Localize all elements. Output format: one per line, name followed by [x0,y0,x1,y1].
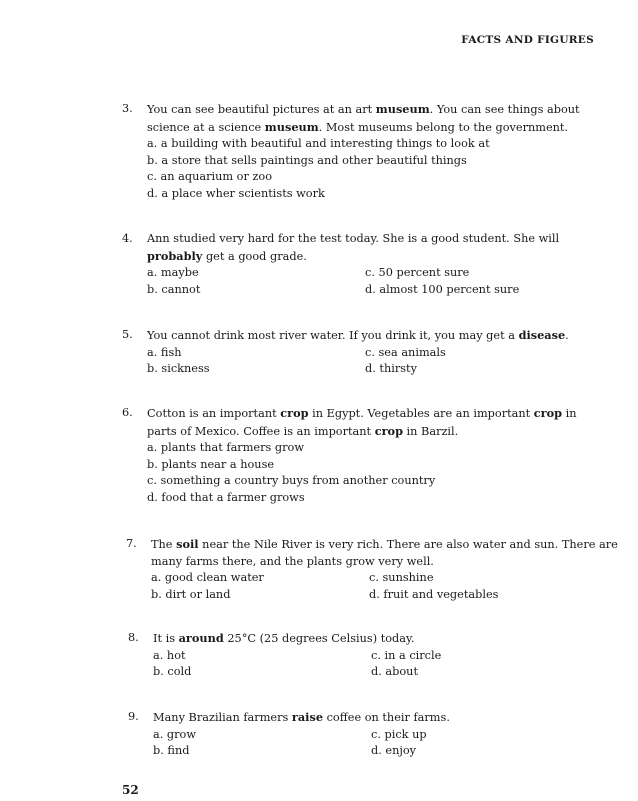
running-header: FACTS AND FIGURES [461,34,594,46]
stem-line: science at a science museum. Most museums belong to the government. [147,119,569,134]
question-body [147,231,607,298]
target-word: soil [176,537,199,551]
target-word: raise [291,710,324,724]
option-a[interactable]: a. maybe [147,266,199,279]
stem-line: You cannot drink most river water. If you drink it, you may get a disease. [147,328,569,342]
answer-options [153,648,613,681]
question-body [147,327,607,378]
stem-line: parts of Mexico. Coffee is an important crop in Barzil. [147,423,459,438]
stem-line: It is around 25°C (25 degrees Celsius) today. [153,631,415,645]
option-c[interactable]: c. in a circle [371,648,442,662]
question-number: 8. [128,631,139,644]
option-a[interactable]: a. good clean water [151,571,264,584]
option-c[interactable]: c. pick up [371,727,427,741]
answer-options [147,265,607,298]
target-word: probably [147,248,203,263]
target-word: crop [280,406,309,420]
question-body [153,630,613,681]
target-word: crop [533,406,563,420]
option-a[interactable]: a. a building with beautiful and interesting things to look at [147,137,490,150]
option-c[interactable]: c. sunshine [369,571,434,584]
option-a[interactable]: a. grow [153,727,197,741]
option-d[interactable]: d. almost 100 percent sure [365,282,520,296]
stem-line: Cotton is an important crop in Egypt. Vegetables are an important crop in [147,406,577,420]
stem-line: probably get a good grade. [147,248,307,263]
question-number: 7. [126,537,137,550]
answer-options [147,345,607,378]
option-d[interactable]: d. fruit and vegetables [369,587,499,601]
question-number: 3. [122,102,133,115]
option-b[interactable]: b. cannot [147,282,201,296]
option-c[interactable]: c. something a country buys from another country [147,474,436,487]
question-number: 5. [122,328,133,341]
option-d[interactable]: d. a place wher scientists work [147,186,325,200]
option-d[interactable]: d. thirsty [365,362,417,375]
stem-line: many farms there, and the plants grow very well. [151,554,434,568]
question-stem [147,327,607,345]
option-c[interactable]: c. sea animals [365,345,446,359]
option-c[interactable]: c. an aquarium or zoo [147,170,273,183]
answer-options [153,727,613,760]
option-d[interactable]: d. food that a farmer grows [147,490,305,504]
option-c[interactable]: c. 50 percent sure [365,266,470,279]
stem-line: The soil near the Nile River is very rich. There are also water and sun. There are [151,537,618,551]
question-body [147,101,607,202]
stem-line: Many Brazilian farmers raise coffee on their farms. [153,710,450,724]
target-word: around [178,631,224,645]
question-stem [147,231,607,265]
question-body [153,709,613,760]
answer-options [147,136,607,202]
option-b[interactable]: b. cold [153,665,192,678]
option-a[interactable]: a. hot [153,648,186,662]
answer-options [147,440,607,506]
question-number: 4. [122,232,133,245]
option-b[interactable]: b. dirt or land [151,587,231,601]
question-stem [151,536,618,570]
question-body [147,405,607,506]
question-stem [147,405,607,440]
option-b[interactable]: b. find [153,744,190,757]
answer-options [151,570,611,603]
option-b[interactable]: b. a store that sells paintings and other beautiful things [147,153,467,167]
page-number: 52 [122,783,139,797]
question-stem [153,709,613,727]
stem-line: Ann studied very hard for the test today. She is a good student. She will [147,232,560,245]
stem-line: You can see beautiful pictures at an art museum. You can see things about [147,102,580,116]
question-stem [147,101,607,136]
question-number: 6. [122,406,133,419]
target-word: museum [264,119,319,134]
option-a[interactable]: a. fish [147,345,182,359]
question-number: 9. [128,710,139,723]
target-word: disease [518,328,566,342]
option-b[interactable]: b. sickness [147,362,210,375]
option-a[interactable]: a. plants that farmers grow [147,441,304,454]
target-word: crop [374,423,403,438]
target-word: museum [375,102,430,116]
option-d[interactable]: d. enjoy [371,744,417,757]
question-stem [153,630,613,648]
option-b[interactable]: b. plants near a house [147,457,275,471]
option-d[interactable]: d. about [371,665,418,678]
question-body [151,536,618,603]
